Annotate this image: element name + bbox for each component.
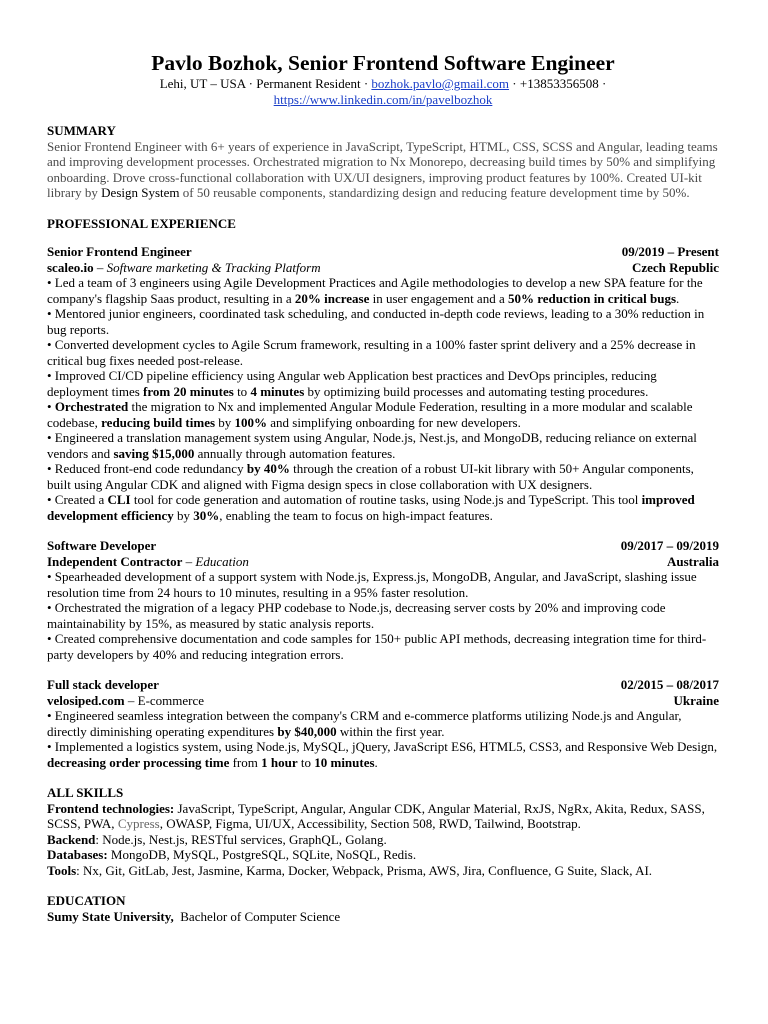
job-title-row — [47, 538, 719, 554]
bullet-text: in user engagement and a — [369, 290, 508, 306]
job-company-row — [47, 260, 719, 276]
bullet-text: • Engineered a translation management system using Angular, Node.js, Nest.js, and MongoDB, reducing reliance on external vendors and — [47, 430, 697, 461]
resume-name: Pavlo Bozhok, Senior Frontend Software Engineer — [151, 51, 615, 75]
job-separator: – — [93, 259, 107, 275]
bullet-text: to — [297, 754, 315, 770]
job-company-line — [47, 693, 204, 709]
bullet-text: the migration to Nx and implemented Angular Module Federation, resulting in a more modular and scalable codebase, — [47, 399, 693, 430]
education-heading: EDUCATION — [47, 893, 126, 908]
job-entry-scaleo — [47, 244, 719, 523]
skill-label: Databases: — [47, 847, 108, 862]
skills-tools — [47, 863, 719, 879]
skill-label: Backend — [47, 831, 96, 847]
linkedin-line — [47, 92, 719, 108]
bullet-text: annually through automation features. — [194, 445, 396, 461]
job-country: Ukraine — [673, 692, 719, 708]
degree-name: Bachelor of Computer Science — [173, 908, 341, 924]
summary-heading: SUMMARY — [47, 123, 116, 138]
bullet-emphasis: by $40,000 — [277, 723, 337, 739]
job-description: Education — [195, 553, 249, 569]
bullet-emphasis: 10 minutes — [314, 754, 375, 770]
bullet-text: , enabling the team to focus on high-impact features. — [219, 507, 493, 523]
job-country: Australia — [667, 553, 719, 569]
bullet-emphasis: 1 hour — [261, 754, 298, 770]
skills-backend — [47, 832, 719, 848]
bullet-item — [47, 708, 719, 739]
skills-databases — [47, 847, 719, 863]
skill-text: , OWASP, Figma, UI/UX, Accessibility, Section 508, RWD, Tailwind, Bootstrap. — [159, 816, 581, 831]
bullet-item — [47, 399, 719, 430]
job-country: Czech Republic — [631, 259, 719, 275]
summary-part-3: of 50 reusable components, standardizing design and reducing feature development time by 50%. — [179, 185, 690, 200]
skill-label: Tools — [47, 862, 77, 878]
bullet-item — [47, 739, 719, 770]
bullet-text: . — [374, 754, 378, 770]
job-dates: 09/2019 – Present — [621, 244, 719, 259]
bullet-emphasis: 50% reduction in critical bugs — [507, 290, 677, 306]
job-separator: – — [182, 553, 196, 569]
bullet-item: • Mentored junior engineers, coordinated task scheduling, and conducted in-depth code reviews, leading to a 30% reduction in bug reports. — [47, 306, 705, 337]
job-description: Software marketing & Tracking Platform — [106, 259, 321, 275]
bullet-item: • Created comprehensive documentation and code samples for 150+ public API methods, decreasing integration time for third-party developers by 40% and reducing integration errors. — [47, 631, 707, 662]
skills-heading: ALL SKILLS — [47, 785, 124, 800]
skill-text: : Nx, Git, GitLab, Jest, Jasmine, Karma, Docker, Webpack, Prisma, AWS, Jira, Confluence, G Suite, Slack, AI. — [76, 862, 653, 878]
phone-text: · +13853356508 · — [509, 76, 607, 91]
job-company: Independent Contractor — [47, 553, 183, 569]
bullet-emphasis: saving $15,000 — [113, 445, 195, 461]
location-text: Lehi, UT – USA · Permanent Resident · — [159, 76, 372, 91]
job-dates: 02/2015 – 08/2017 — [620, 677, 719, 692]
bullet-emphasis: Orchestrated — [54, 399, 129, 414]
bullet-emphasis: 30% — [193, 507, 220, 523]
job-company: scaleo.io — [47, 259, 94, 275]
experience-heading: PROFESSIONAL EXPERIENCE — [47, 215, 236, 231]
job-title: Software Developer — [47, 538, 157, 553]
bullet-text: by — [215, 414, 235, 430]
bullet-text: • — [47, 399, 55, 414]
job-entry-independent — [47, 538, 719, 662]
bullet-item — [47, 492, 719, 523]
job-title: Senior Frontend Engineer — [47, 244, 192, 259]
bullet-item — [47, 430, 719, 461]
job-company-row — [47, 554, 719, 570]
job-title-row — [47, 677, 719, 693]
bullet-text: • Created a — [47, 492, 108, 507]
bullet-item: • Orchestrated the migration of a legacy PHP codebase to Node.js, decreasing server costs by 20% and improving code maintainability by 15%, as measured by static analysis reports. — [47, 600, 666, 631]
bullet-text: • Led a team of 3 engineers using Agile Development Practices and Agile methodologies to develop a new SPA feature for the company's flagship Saas product, resulting in a — [47, 275, 703, 306]
skill-text-muted: Cypress — [117, 816, 160, 831]
bullet-text: from — [229, 754, 262, 770]
bullet-emphasis: reducing build times — [101, 414, 216, 430]
bullet-text: within the first year. — [336, 723, 445, 739]
resume-page — [47, 50, 719, 924]
skill-text: JavaScript, TypeScript, Angular, Angular CDK, Angular Material, RxJS, NgRx, Akita, Redux, SASS, SCSS, PWA, — [47, 800, 705, 831]
skills-frontend — [47, 801, 719, 832]
job-company: velosiped.com — [47, 692, 125, 708]
summary-part-1: Senior Frontend Engineer with 6+ years of experience in JavaScript, TypeScript, HTML, CSS, SCSS and Angular, leading teams and improving development processes. Orchestrated migration to Nx Monorepo, decreasing build times by 50% and simplifying onboarding. Drove cross-functional collaboration with UX/UI designers, improving product features by 100%. Created UI-kit library by — [47, 138, 718, 200]
job-separator: – — [124, 692, 138, 708]
bullet-emphasis: 100% — [234, 414, 268, 430]
bullet-text: by — [173, 507, 194, 523]
skill-text: : Node.js, Nest.js, RESTful services, GraphQL, Golang. — [95, 831, 387, 847]
bullet-text: tool for code generation and automation of routine tasks, using Node.js and TypeScript. This tool — [130, 492, 642, 507]
bullet-emphasis: by 40% — [246, 461, 290, 476]
bullet-text: and simplifying onboarding for new developers. — [267, 414, 521, 430]
skill-label: Frontend technologies: — [47, 800, 175, 816]
bullet-emphasis: decreasing order processing time — [47, 754, 230, 770]
job-entry-velosiped — [47, 677, 719, 770]
bullet-text: by optimizing build processes and automating testing procedures. — [304, 383, 649, 399]
job-title: Full stack developer — [47, 677, 159, 692]
bullet-emphasis: 4 minutes — [250, 383, 305, 399]
bullet-text: • Improved CI/CD pipeline efficiency using Angular web Application best practices and DevOps principles, reducing deployment times — [47, 368, 657, 399]
bullet-item: • Converted development cycles to Agile Scrum framework, resulting in a 100% faster sprint delivery and a 25% decrease in critical bug fixes needed post-release. — [47, 337, 696, 368]
job-company-line — [47, 554, 249, 570]
job-dates: 09/2017 – 09/2019 — [620, 538, 719, 553]
bullet-text: • Engineered seamless integration between the company's CRM and e-commerce platforms utilizing Node.js and Angular, directly diminishing operating expenditures — [47, 708, 682, 739]
bullet-text: . — [676, 290, 680, 306]
bullet-item — [47, 461, 719, 492]
contact-line — [47, 76, 719, 92]
job-title-row — [47, 244, 719, 260]
bullet-emphasis: from 20 minutes — [143, 383, 234, 399]
bullet-text: to — [233, 383, 251, 399]
education-entry — [47, 909, 719, 925]
bullet-item — [47, 275, 719, 306]
summary-text — [47, 139, 719, 201]
job-company-line — [47, 260, 321, 276]
bullet-item: • Spearheaded development of a support system with Node.js, Express.js, MongoDB, Angular, and JavaScript, slashing issue resolution time from 24 hours to 10 minutes, resulting in a 95% faster resolution. — [47, 569, 697, 600]
job-description: E-commerce — [137, 692, 205, 708]
bullet-text: • Reduced front-end code redundancy — [47, 461, 247, 476]
bullet-text: • Implemented a logistics system, using Node.js, MySQL, jQuery, JavaScript ES6, HTML5, CSS3, and Responsive Web Design, — [47, 739, 718, 754]
summary-part-2: Design System — [101, 185, 180, 200]
bullet-text: through the creation of a robust UI-kit library with 50+ Angular components, built using Angular CDK and aligned with Figma design specs in close collaboration with UX designers. — [47, 461, 694, 492]
email-link[interactable]: bozhok.pavlo@gmail.com — [371, 76, 510, 91]
bullet-emphasis: 20% increase — [294, 290, 370, 306]
job-company-row — [47, 693, 719, 709]
skill-text: MongoDB, MySQL, PostgreSQL, SQLite, NoSQL, Redis. — [107, 847, 417, 862]
bullet-emphasis: improved development efficiency — [47, 492, 695, 523]
bullet-emphasis: CLI — [107, 492, 131, 507]
linkedin-link[interactable]: https://www.linkedin.com/in/pavelbozhok — [273, 92, 493, 107]
school-name: Sumy State University, — [47, 908, 174, 924]
bullet-item — [47, 368, 719, 399]
